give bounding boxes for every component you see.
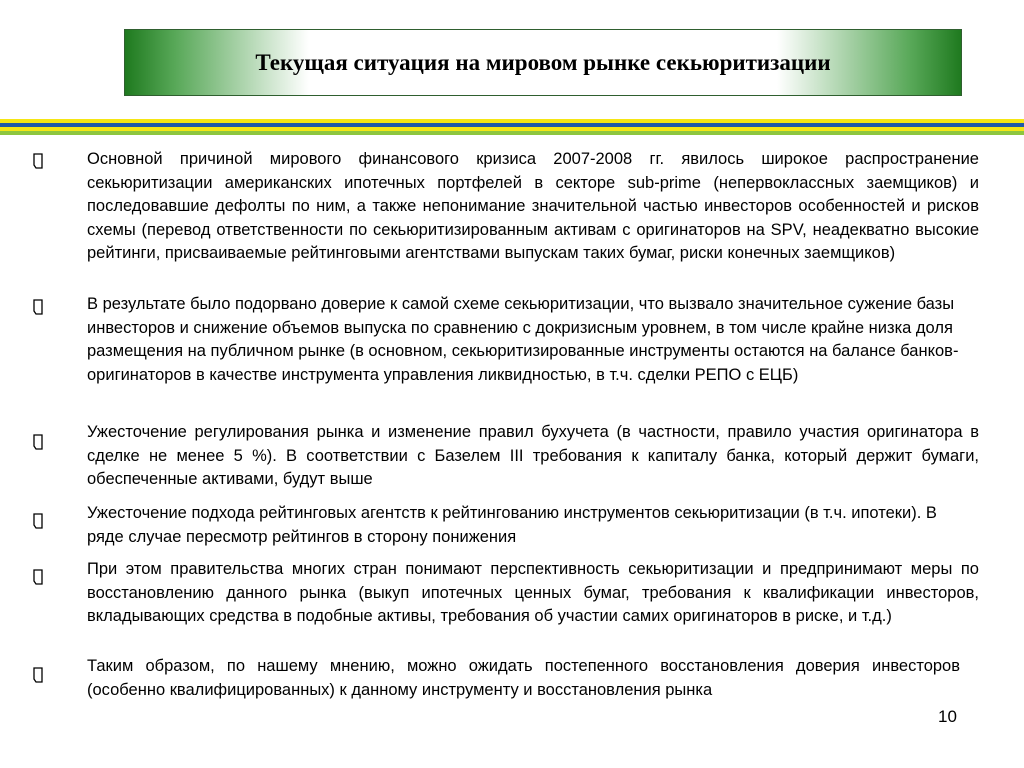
decorative-stripes <box>0 119 1024 135</box>
hollow-square-icon <box>32 152 48 170</box>
page-number: 10 <box>938 707 957 726</box>
slide-title: Текущая ситуация на мировом рынке секьюритизации <box>255 49 831 75</box>
title-banner <box>124 29 962 96</box>
bullet-text: Ужесточение подхода рейтинговых агентств к рейтингованию инструментов секьюритизации (в т.ч. ипотеки). В ряде случае пересмотр рейтингов в сторону понижения <box>87 504 937 546</box>
bullet-text: В результате было подорвано доверие к самой схеме секьюритизации, что вызвало значительное сужение базы инвесторов и снижение объемов выпуска по сравнению с докризисным уровнем, в том числе крайне низка доля размещения на публичном рынке (в основном, секьюритизированные инструменты остаются на балансе банков-оригинаторов в качестве инструмента управления ликвидностью, в т.ч. сделки РЕПО с ЕЦБ) <box>87 295 959 384</box>
hollow-square-icon <box>32 512 48 530</box>
bullet-text: Ужесточение регулирования рынка и изменение правил бухучета (в частности, правило участия оригинатора в сделке не менее 5 %). В соответствии с Базелем III требования к капиталу банка, который держит бумаги, обеспеченные активами, будут выше <box>87 423 979 488</box>
bullet-text: Таким образом, по нашему мнению, можно ожидать постепенного восстановления доверия инвесторов (особенно квалифицированных) к данному инструменту и восстановления рынка <box>87 657 960 699</box>
bullet-text: При этом правительства многих стран понимают перспективность секьюритизации и предпринимают меры по восстановлению данного рынка (выкуп ипотечных ценных бумаг, требования к квалификации инвесторов, вкладывающих средства в подобные активы, требования об участии самих оригинаторов в риске, и т.д.) <box>87 560 979 625</box>
hollow-square-icon <box>32 666 48 684</box>
stripe-green <box>0 131 1024 135</box>
hollow-square-icon <box>32 568 48 586</box>
hollow-square-icon <box>32 433 48 451</box>
bullet-text: Основной причиной мирового финансового кризиса 2007-2008 гг. явилось широкое распространение секьюритизации американских ипотечных портфелей в секторе sub-prime (непервоклассных заемщиков) и последовавшие дефолты по ним, а также непонимание значительной частью инвесторов особенностей и рисков схемы (перевод ответственности по секьюритизированным активам с оригинаторов на SPV, неадекватно высокие рейтинги, присваиваемые рейтинговыми агентствами выпускам таких бумаг, риски конечных заемщиков) <box>87 150 979 262</box>
hollow-square-icon <box>32 298 48 316</box>
